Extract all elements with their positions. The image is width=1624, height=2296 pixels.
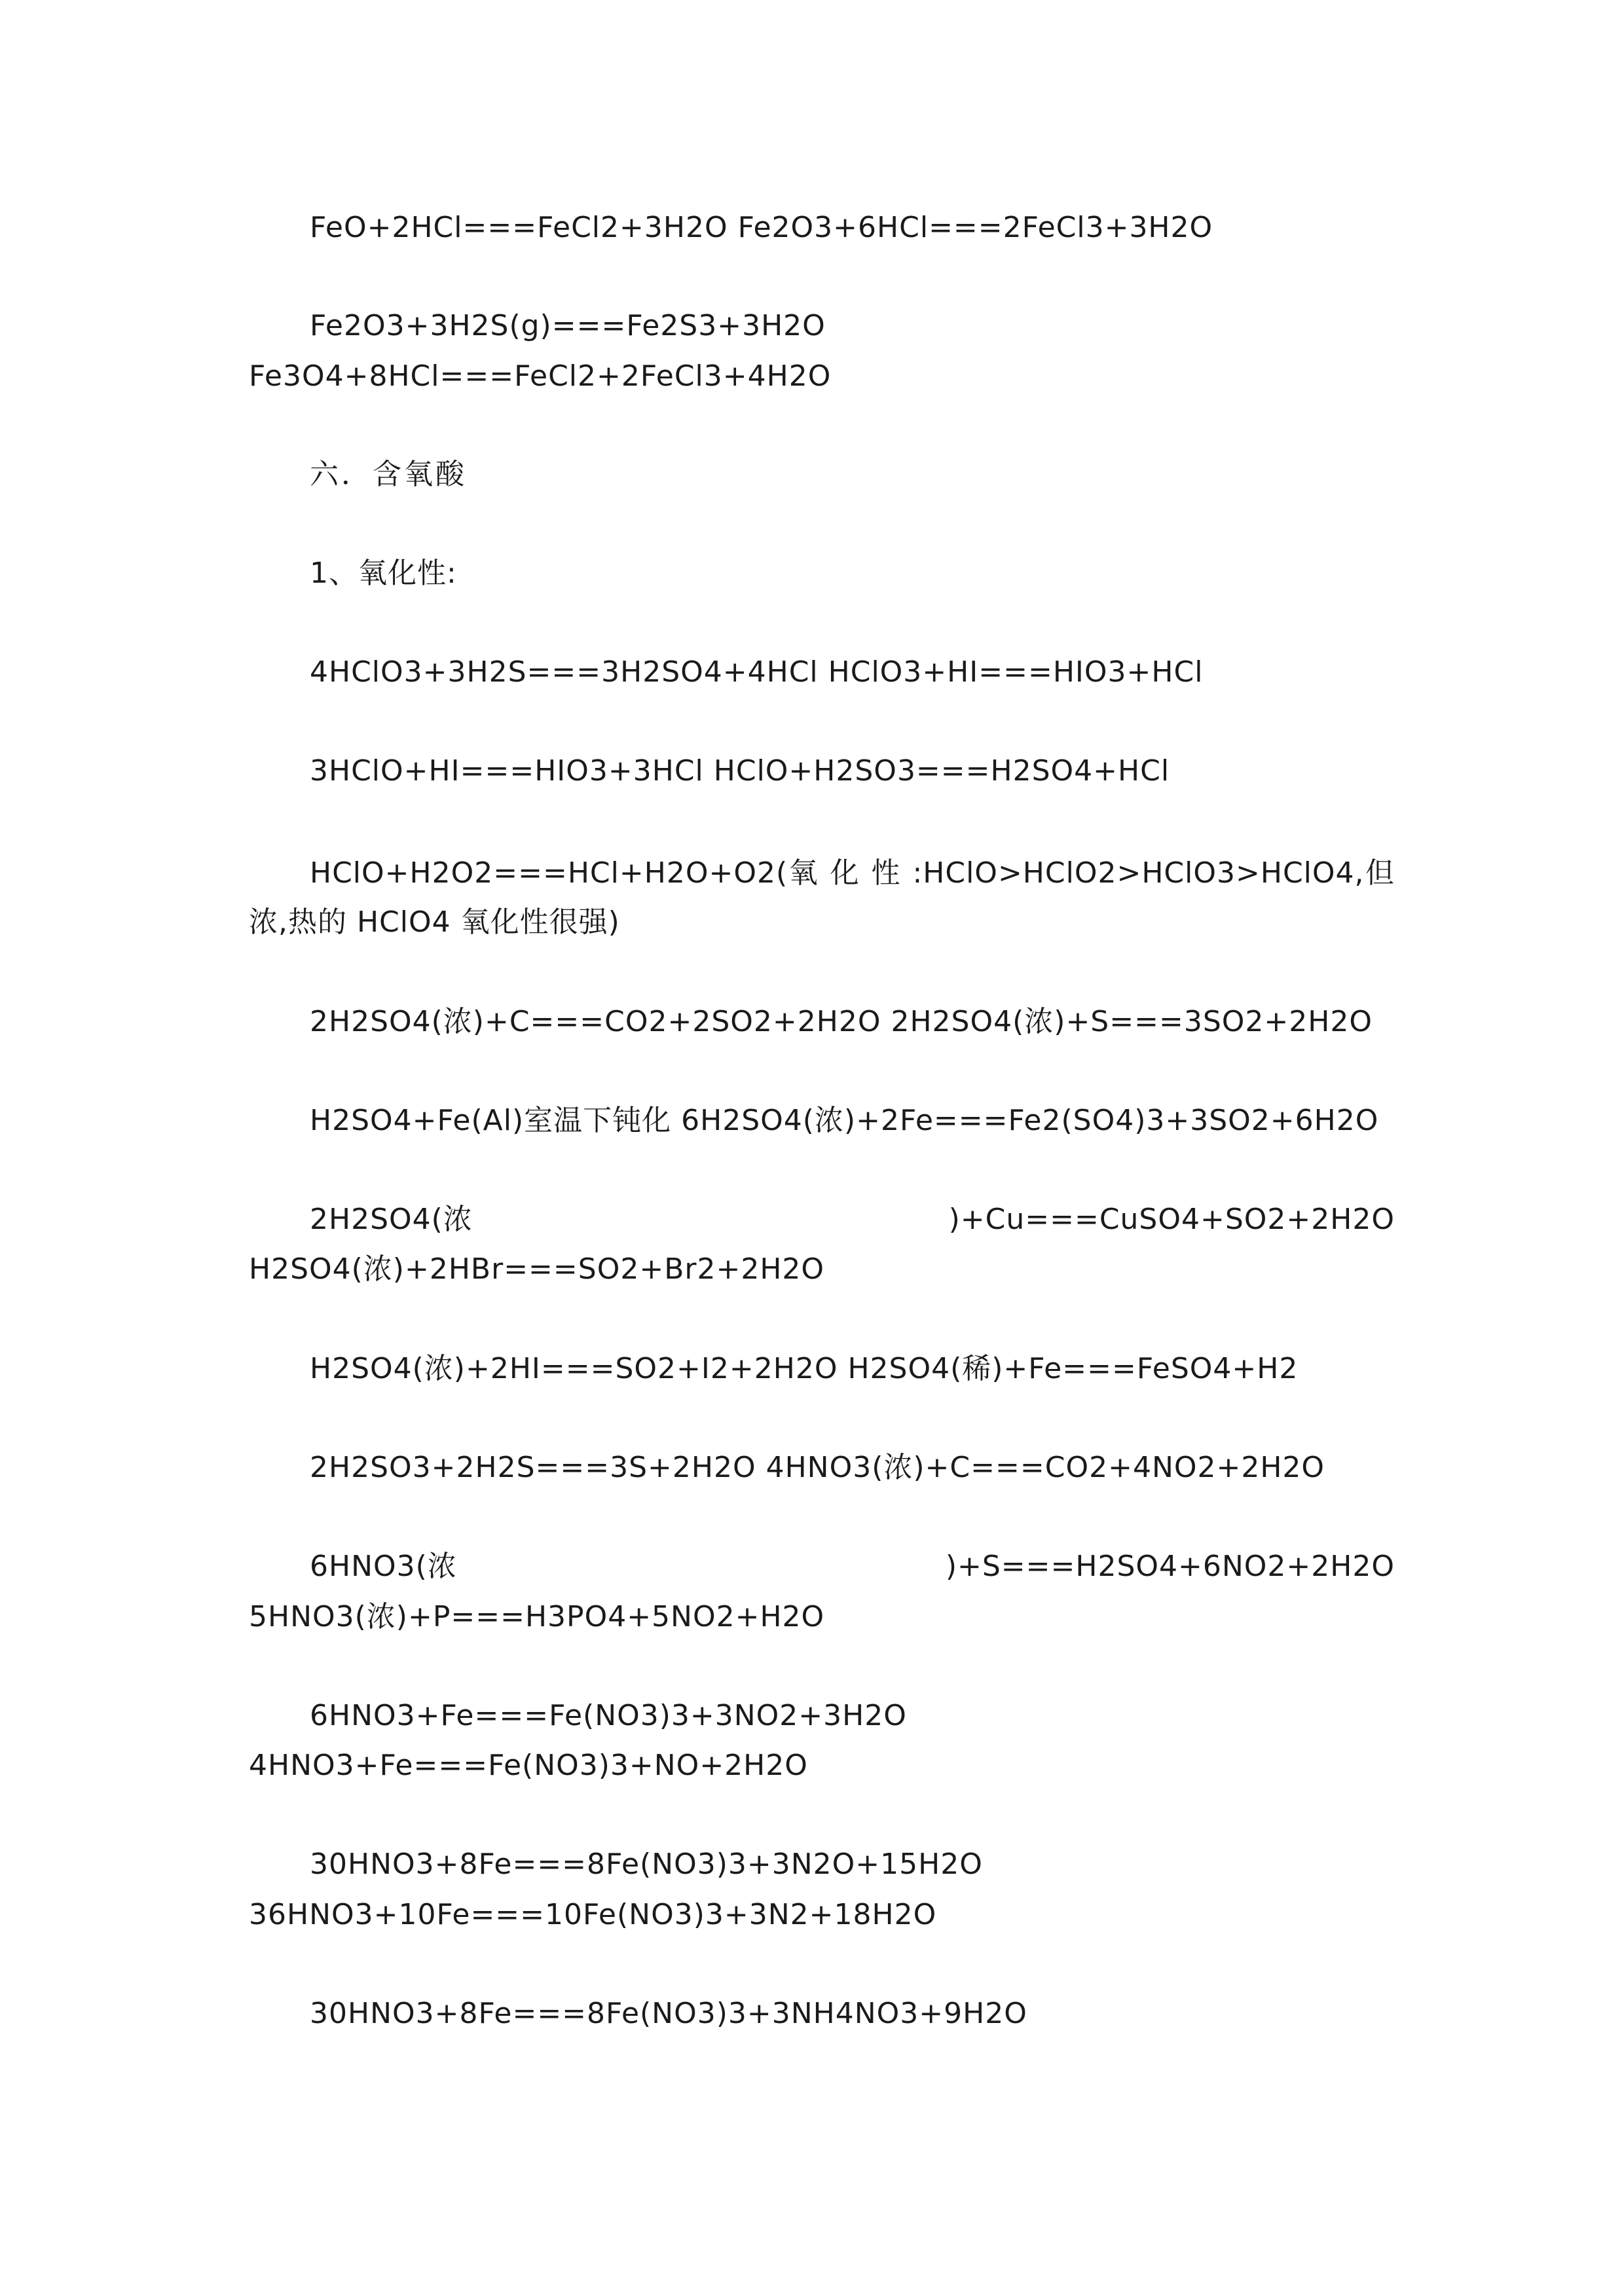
equation-line: 30HNO3+8Fe===8Fe(NO3)3+3NH4NO3+9H2O: [310, 1997, 1027, 2030]
equation-line: 2H2SO3+2H2S===3S+2H2O 4HNO3(浓)+C===CO2+4NO2+2H2O: [310, 1451, 1325, 1484]
subsection-heading: 1、氧化性:: [310, 556, 457, 590]
equation-line: H2SO4(浓)+2HBr===SO2+Br2+2H2O: [249, 1252, 825, 1286]
equation-line: 4HNO3+Fe===Fe(NO3)3+NO+2H2O: [249, 1749, 808, 1782]
equation-line-left: 2H2SO4(浓: [310, 1203, 473, 1236]
equation-line: H2SO4+Fe(Al)室温下钝化 6H2SO4(浓)+2Fe===Fe2(SO4)3+3SO2+6H2O: [310, 1104, 1379, 1137]
equation-line: 30HNO3+8Fe===8Fe(NO3)3+3N2O+15H2O: [310, 1848, 983, 1881]
equation-line-left: 6HNO3(浓: [310, 1550, 457, 1583]
section-heading: 六．含氧酸: [310, 458, 467, 491]
equation-paragraph: HClO+H2O2===HCl+H2O+O2(氧 化 性 :HClO>HClO2>HClO3>HClO4,但浓,热的 HClO4 氧化性很强): [249, 856, 1395, 939]
equation-line-right: )+S===H2SO4+6NO2+2H2O: [945, 1550, 1395, 1583]
equation-line-right: )+Cu===CuSO4+SO2+2H2O: [948, 1203, 1395, 1236]
equation-line: FeO+2HCl===FeCl2+3H2O Fe2O3+6HCl===2FeCl3+3H2O: [310, 211, 1213, 244]
equation-line: 5HNO3(浓)+P===H3PO4+5NO2+H2O: [249, 1600, 825, 1633]
equation-line: 4HClO3+3H2S===3H2SO4+4HCl HClO3+HI===HIO3+HCl: [310, 655, 1204, 689]
equation-line: Fe3O4+8HCl===FeCl2+2FeCl3+4H2O: [249, 359, 832, 393]
equation-line: 3HClO+HI===HIO3+3HCl HClO+H2SO3===H2SO4+HCl: [310, 754, 1170, 788]
equation-line: H2SO4(浓)+2HI===SO2+I2+2H2O H2SO4(稀)+Fe===FeSO4+H2: [310, 1352, 1299, 1385]
equation-line: Fe2O3+3H2S(g)===Fe2S3+3H2O: [310, 309, 826, 342]
equation-line: 6HNO3+Fe===Fe(NO3)3+3NO2+3H2O: [310, 1699, 907, 1732]
equation-line: 36HNO3+10Fe===10Fe(NO3)3+3N2+18H2O: [249, 1898, 937, 1931]
equation-line: 2H2SO4(浓)+C===CO2+2SO2+2H2O 2H2SO4(浓)+S===3SO2+2H2O: [310, 1005, 1373, 1038]
